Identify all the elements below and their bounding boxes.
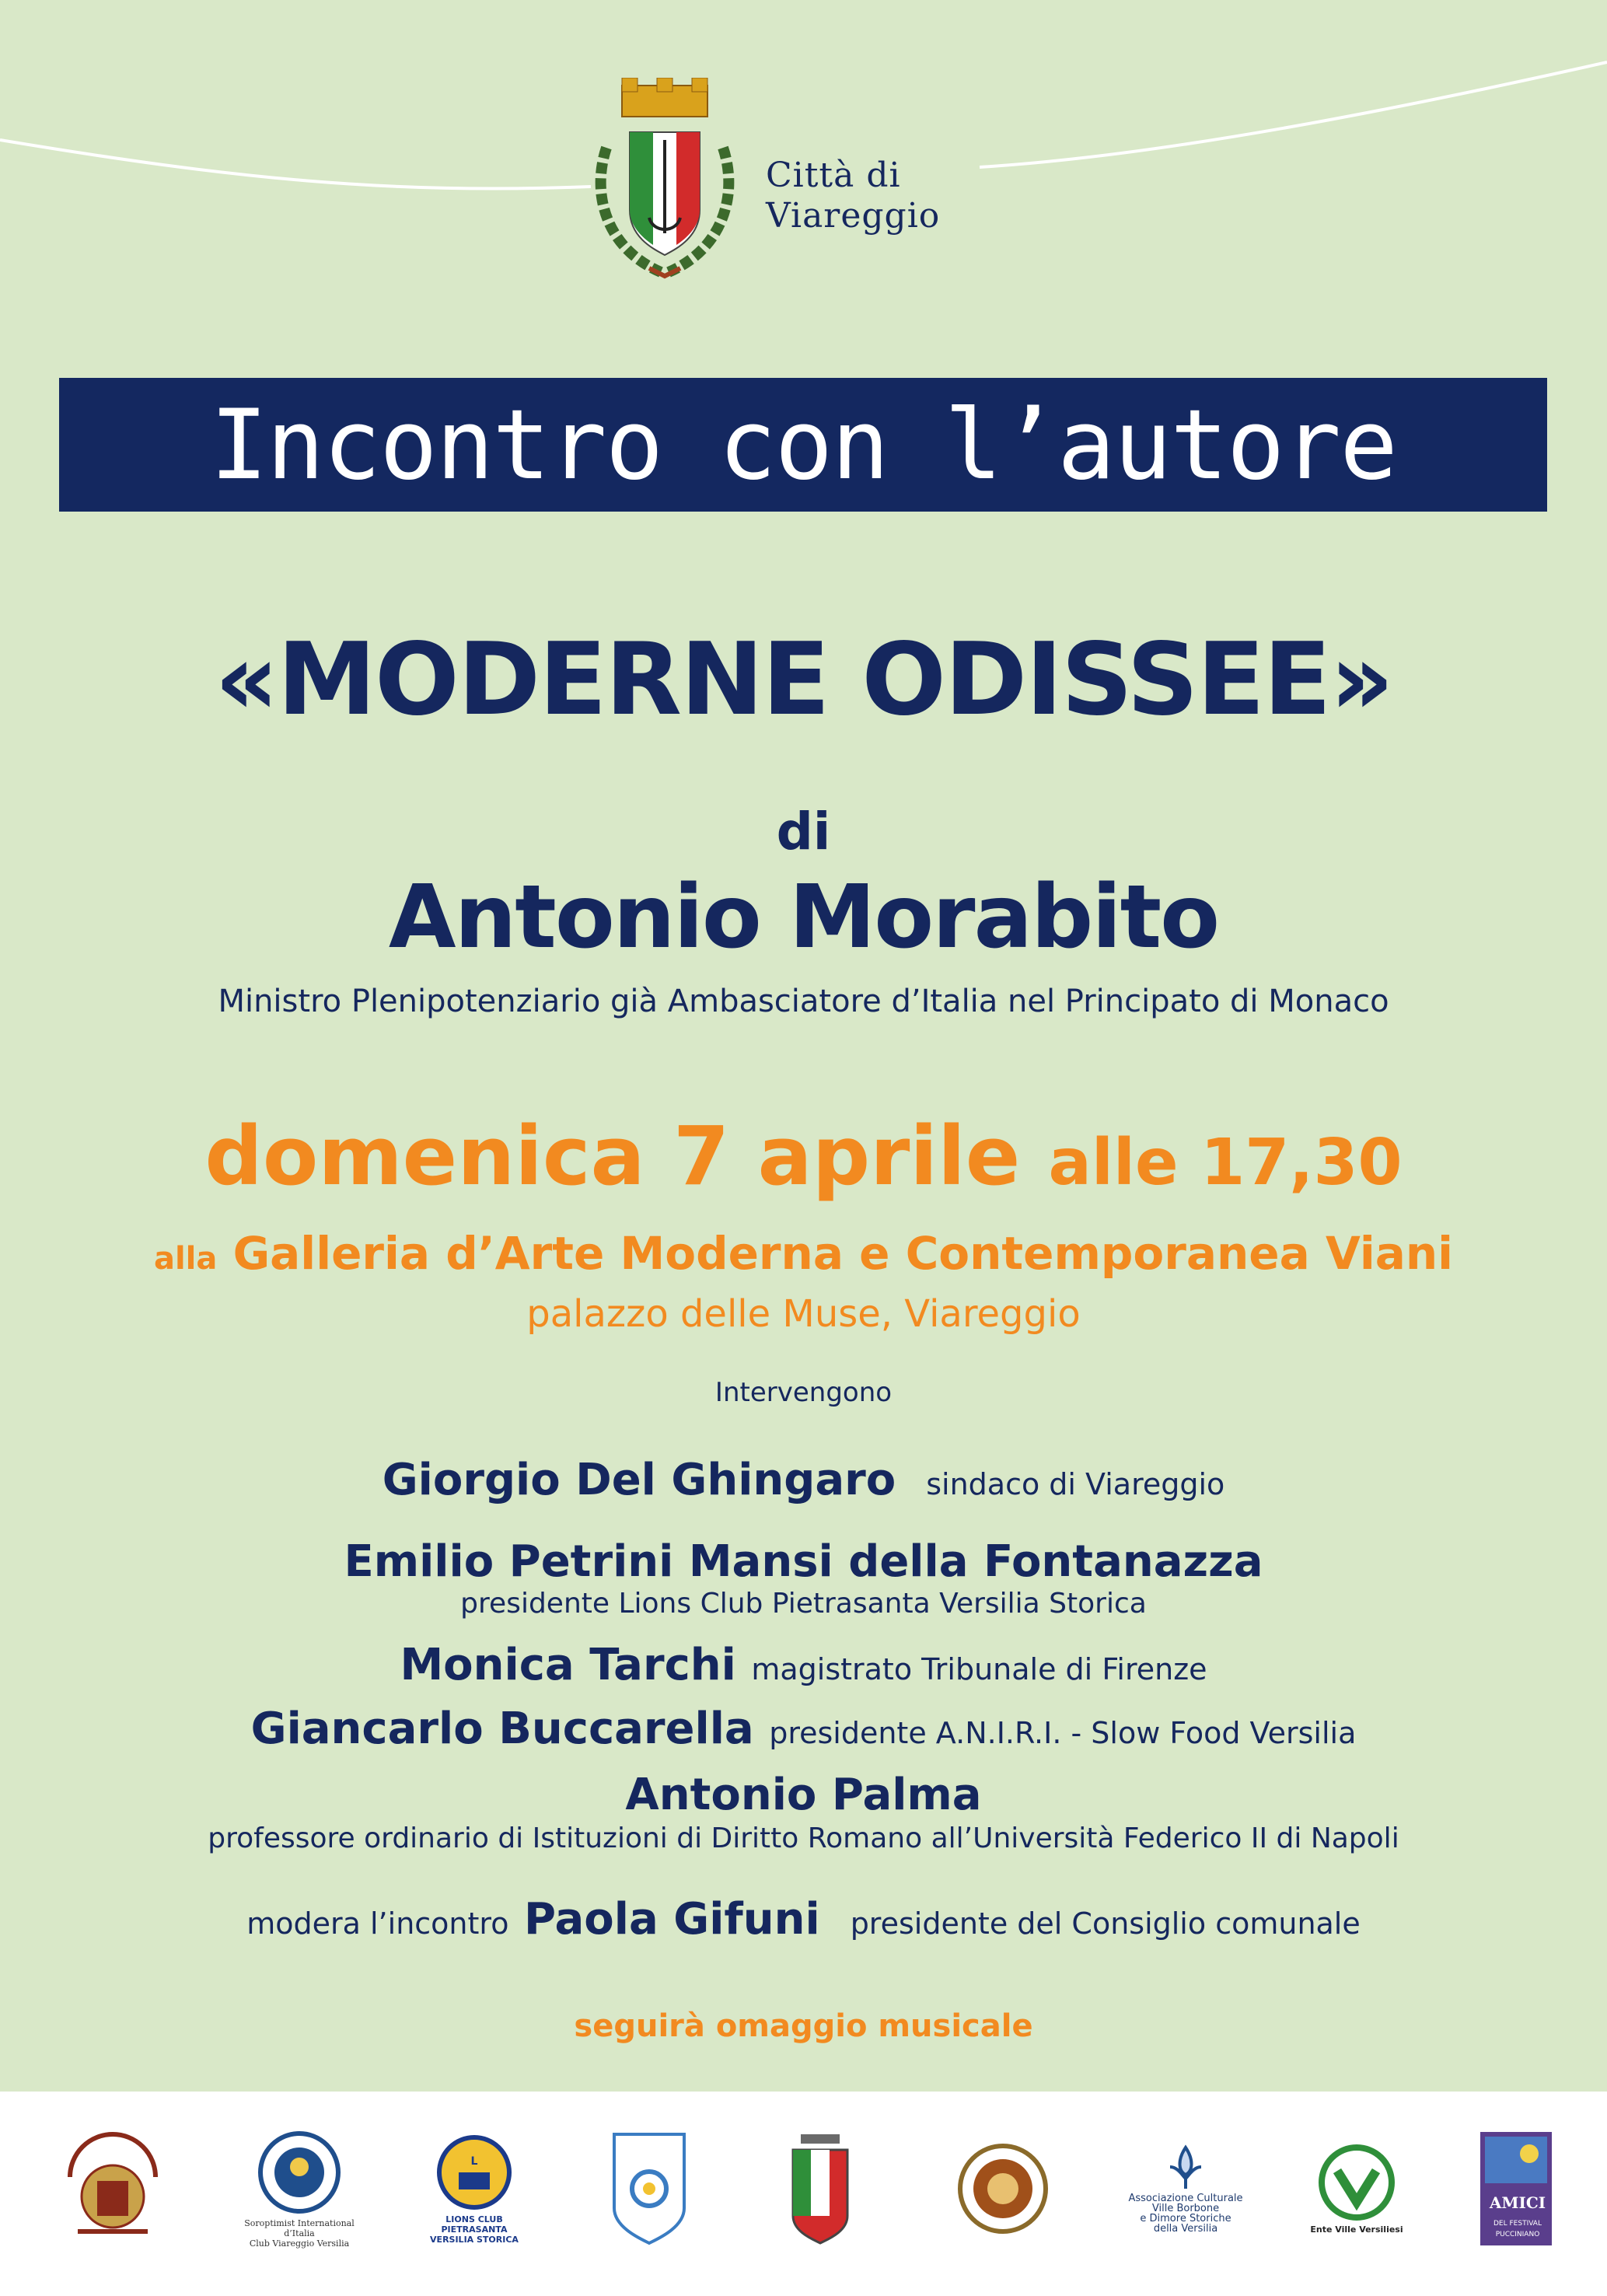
svg-text:DEL FESTIVAL: DEL FESTIVAL (1493, 2220, 1542, 2228)
svg-text:AMICI: AMICI (1489, 2193, 1546, 2212)
soroptimist-logo-icon (233, 2123, 365, 2255)
speaker-role: sindaco di Viareggio (926, 1467, 1225, 1501)
book-title: «MODERNE ODISSEE» (214, 622, 1393, 738)
lions-club-logo-icon (412, 2123, 536, 2255)
event-venue (0, 1225, 1607, 1288)
author-role: Ministro Plenipotenziario già Ambasciatore d’Italia nel Principato di Monaco (218, 984, 1389, 1019)
lions-club-caption: LIONS CLUB PIETRASANTA VERSILIA STORICA (430, 2214, 519, 2245)
speaker-name: Monica Tarchi (400, 1640, 736, 1690)
city-name (766, 156, 940, 236)
speaker-role: magistrato Tribunale di Firenze (751, 1652, 1207, 1686)
ville-borbone-caption: Associazione Culturale Ville Borbone e Dimore Storiche della Versilia (1128, 2193, 1243, 2235)
moderator-name: Paola Gifuni (523, 1894, 820, 1945)
lions-viareggio-shield-logo-icon (599, 2123, 700, 2255)
ente-ville-versiliesi-caption: Ente Ville Versiliesi (1310, 2224, 1403, 2235)
soroptimist-caption: Soroptimist International d’Italia Club Viareggio Versilia (244, 2217, 355, 2249)
speaker-role: professore ordinario di Istituzioni di Diritto Romano all’Università Federico II di Napoli (208, 1822, 1399, 1854)
speaker-item (0, 1639, 1607, 1696)
speakers-intro: Intervengono (714, 1377, 893, 1408)
author-prefix: di (776, 802, 831, 861)
speaker-item (0, 1703, 1607, 1760)
speaker-name: Emilio Petrini Mansi della Fontanazza (344, 1536, 1263, 1587)
speaker-item (0, 1536, 1607, 1588)
moderator (0, 1893, 1607, 1950)
banner-text: Incontro con l’autore (210, 390, 1396, 501)
event-date: domenica 7 aprile (204, 1109, 1021, 1204)
speaker-name: Giancarlo Buccarella (250, 1704, 754, 1754)
speaker-role: presidente Lions Club Pietrasanta Versilia Storica (460, 1588, 1147, 1620)
event-datetime (0, 1108, 1607, 1211)
venue-prefix: alla (153, 1241, 218, 1277)
speaker-item (0, 1454, 1607, 1511)
venue-name: Galleria d’Arte Moderna e Contemporanea Viani (232, 1227, 1454, 1280)
round-seal-logo-icon (948, 2123, 1057, 2255)
moderator-prefix: modera l’incontro (246, 1906, 509, 1941)
svg-text:L: L (470, 2154, 478, 2168)
author-name: Antonio Morabito (388, 867, 1219, 968)
lions-club-crest-logo-icon (777, 2123, 863, 2255)
city-name-line2: Viareggio (766, 196, 941, 236)
speaker-item (0, 1769, 1607, 1822)
ente-ville-versiliesi-logo-icon (1298, 2123, 1415, 2255)
closing-note: seguirà omaggio musicale (574, 2008, 1033, 2044)
event-time: alle 17,30 (1048, 1126, 1403, 1200)
svg-text:PUCCINIANO: PUCCINIANO (1495, 2231, 1540, 2238)
speaker-name: Giorgio Del Ghingaro (382, 1455, 896, 1505)
event-place: palazzo delle Muse, Viareggio (526, 1292, 1081, 1336)
amici-festival-pucciniano-logo-icon (1473, 2123, 1559, 2255)
cavalieri-san-silvestro-logo-icon (47, 2123, 179, 2255)
ville-borbone-logo-icon (1104, 2123, 1267, 2255)
moderator-role: presidente del Consiglio comunale (850, 1906, 1361, 1941)
city-name-line1: Città di (766, 156, 901, 195)
city-crest-icon (575, 78, 762, 288)
speaker-name: Antonio Palma (625, 1770, 982, 1820)
speaker-role: presidente A.N.I.R.I. - Slow Food Versilia (769, 1716, 1357, 1750)
